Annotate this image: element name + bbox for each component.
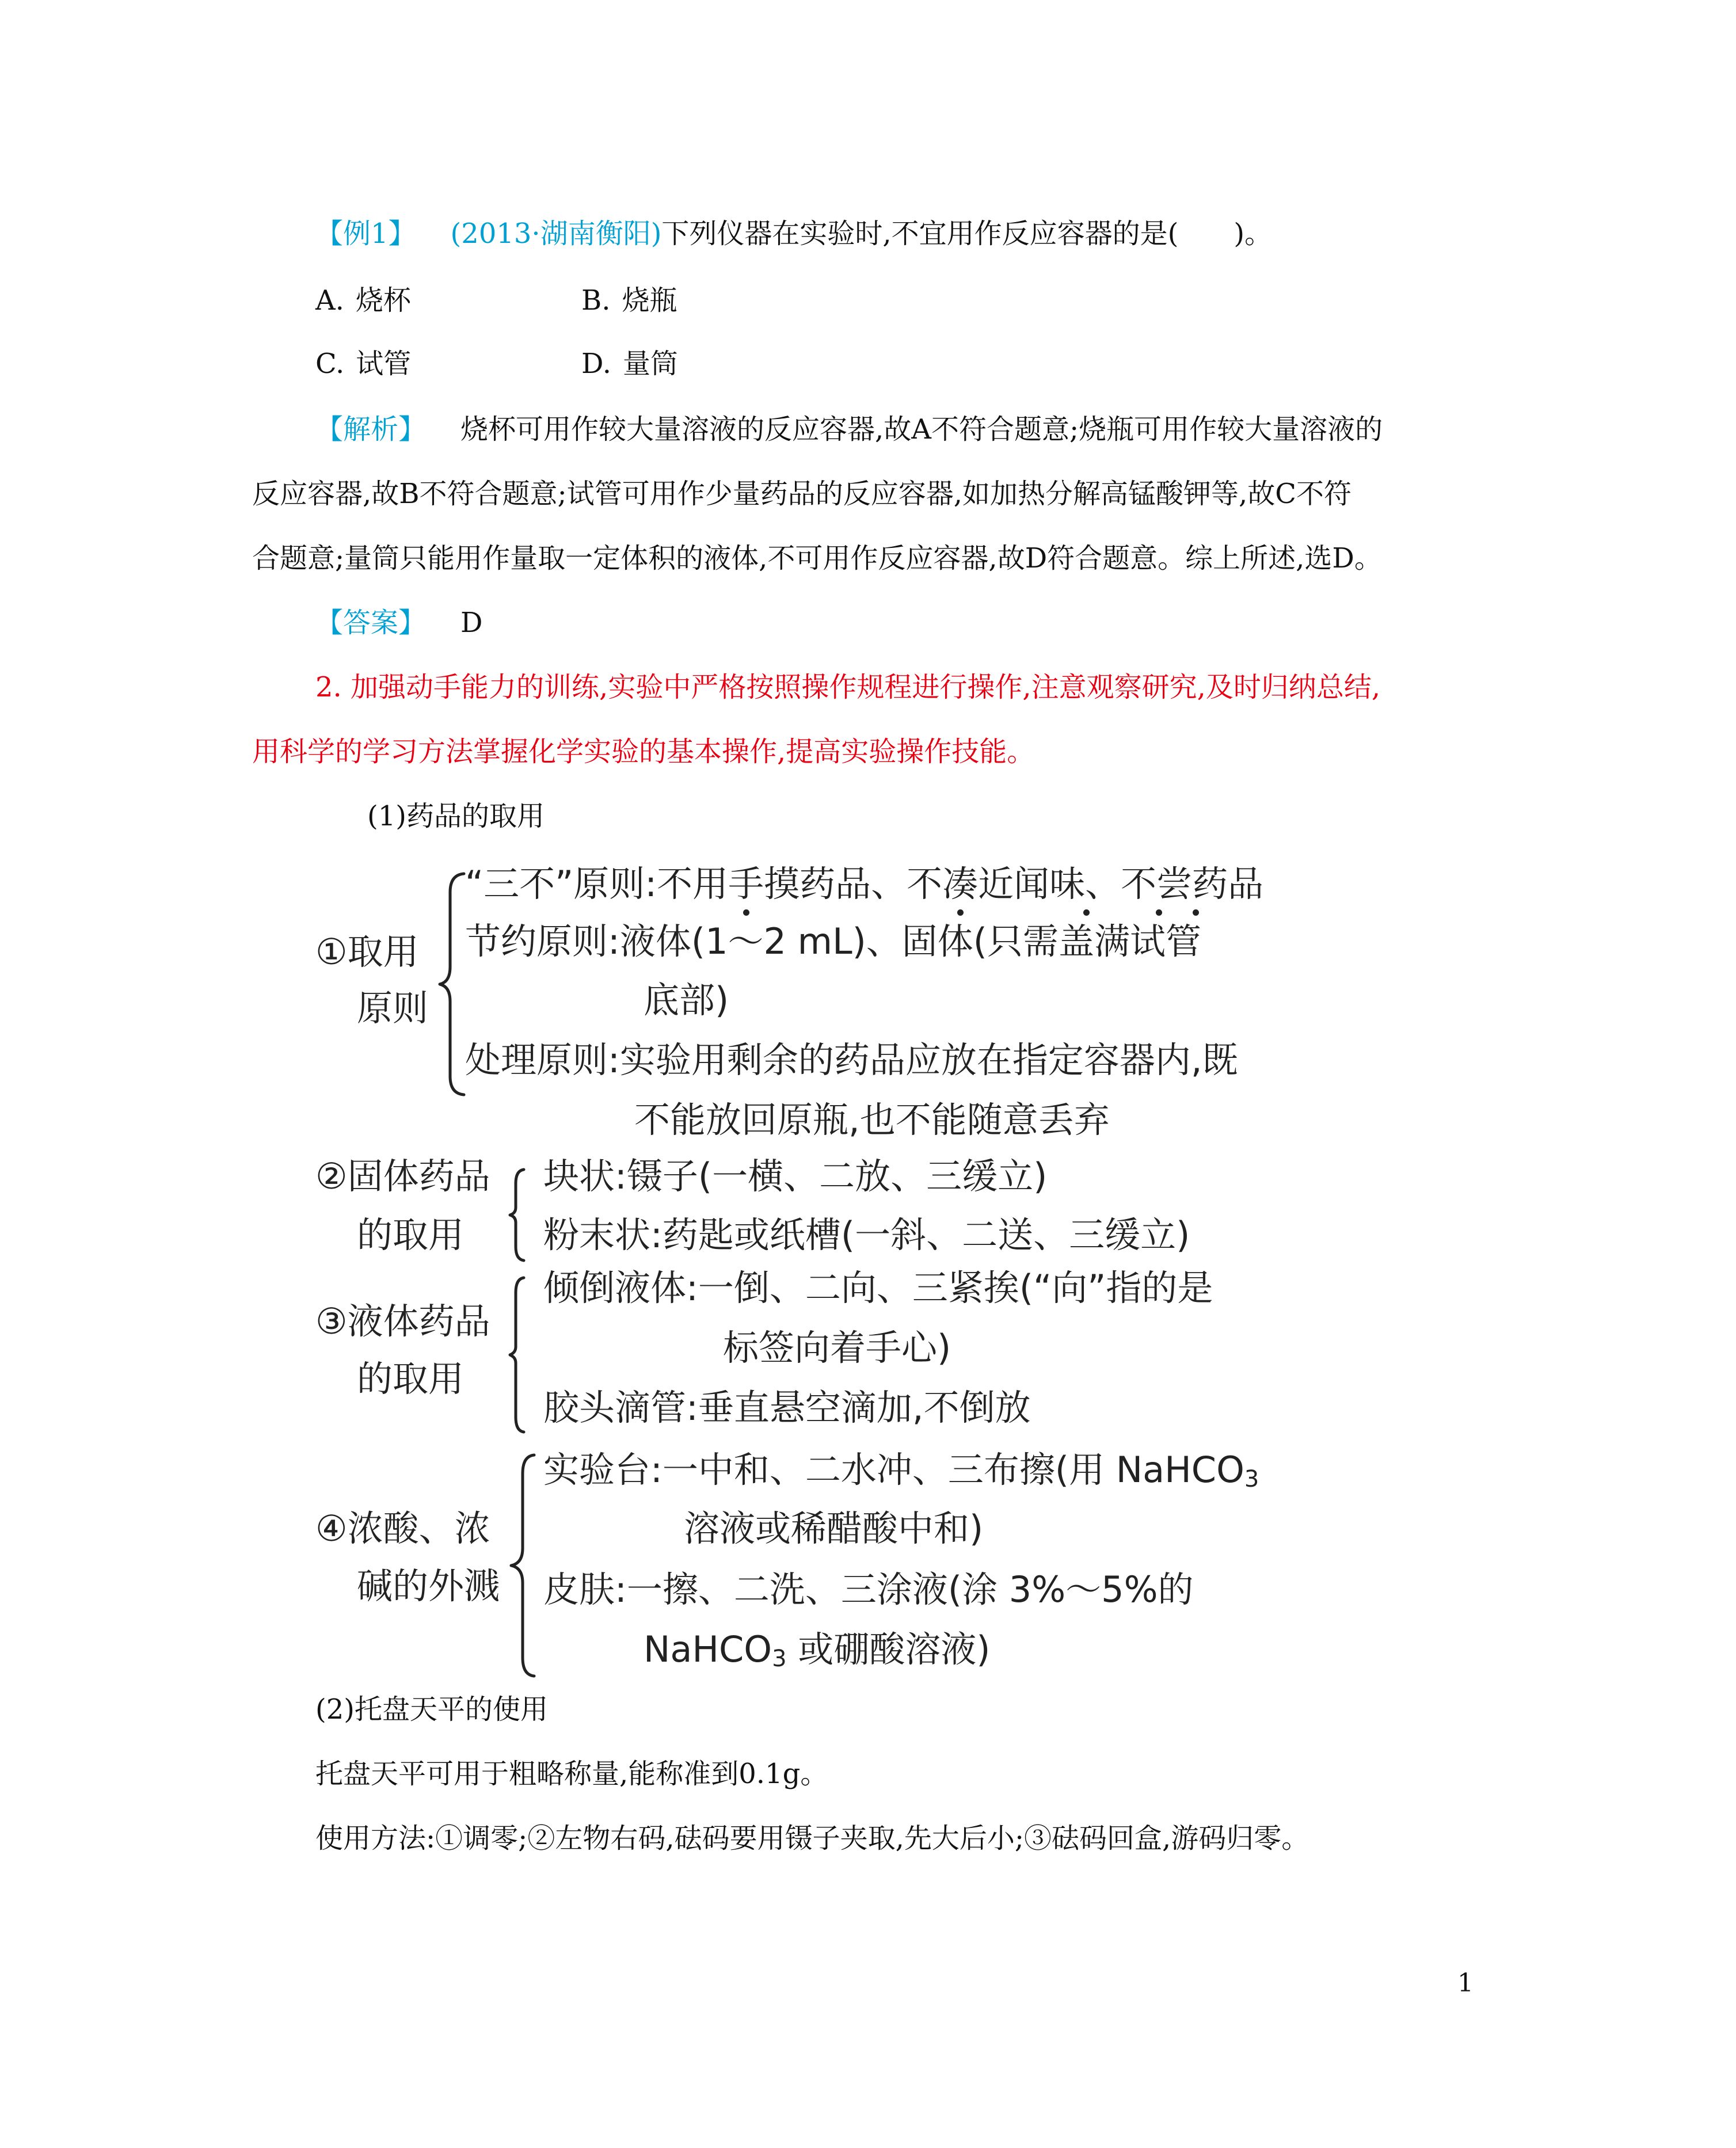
subscript: 3 <box>1244 1466 1259 1492</box>
section2-title: (2)托盘天平的使用 <box>315 1693 548 1726</box>
emphasis-dot <box>1083 909 1090 916</box>
g1-label-2: 原则 <box>357 987 429 1029</box>
option-text: 量筒 <box>623 348 679 380</box>
answer-line <box>315 607 483 639</box>
g2-rule-2: 粉末状:药匙或纸槽(一斜、二送、三缓立) <box>543 1214 1190 1256</box>
g4-rule-2a: 皮肤:一擦、二洗、三涂液(涂 3%～5%的 <box>543 1568 1194 1610</box>
example-source: (2013·湖南衡阳) <box>450 218 662 250</box>
g3-rule-1a: 倾倒液体:一倒、二向、三紧挨(“向”指的是 <box>543 1267 1213 1309</box>
g1-rule-3a: 处理原则:实验用剩余的药品应放在指定容器内,既 <box>465 1039 1238 1081</box>
g2-rule-1: 块状:镊子(一横、二放、三缓立) <box>543 1155 1048 1197</box>
answer-tag: 【答案】 <box>315 607 427 639</box>
g3-brace <box>507 1274 530 1435</box>
g3-label-2: 的取用 <box>357 1358 465 1400</box>
option-text: 烧瓶 <box>622 284 677 317</box>
g1-rule-3b: 不能放回原瓶,也不能随意丢弃 <box>634 1099 1110 1141</box>
g1-label-1: ①取用 <box>315 931 419 973</box>
g4-rule-1b: 溶液或稀醋酸中和) <box>684 1507 984 1549</box>
g4-rule-1a <box>543 1449 1259 1500</box>
g3-label-1: ③液体药品 <box>315 1300 490 1342</box>
g4-brace <box>507 1450 541 1681</box>
option-c <box>315 348 411 380</box>
example-tag: 【例1】 <box>315 218 416 250</box>
g2-brace <box>507 1166 530 1264</box>
g1-rule-1: “三不”原则:不用手摸药品、不凑近闻味、不尝药品 <box>465 863 1264 905</box>
option-letter: A. <box>315 284 344 317</box>
g3-rule-2: 胶头滴管:垂直悬空滴加,不倒放 <box>543 1387 1031 1429</box>
option-letter: B. <box>581 284 611 317</box>
g4-label-2: 碱的外溅 <box>357 1565 500 1607</box>
option-d <box>581 348 678 380</box>
point2-line-1: 2. 加强动手能力的训练,实验中严格按照操作规程进行操作,注意观察研究,及时归纳总结, <box>315 671 1381 703</box>
g2-label-1: ②固体药品 <box>315 1155 490 1197</box>
g4-rule-2b <box>644 1629 990 1679</box>
analysis-line-3: 合题意;量筒只能用作量取一定体积的液体,不可用作反应容器,故D符合题意。综上所述,选D。 <box>252 542 1382 574</box>
example-question-line <box>315 218 1272 250</box>
option-letter: C. <box>315 348 345 380</box>
option-text: 烧杯 <box>355 284 411 317</box>
g1-rule-2b: 底部) <box>644 979 729 1021</box>
page-number: 1 <box>1457 1968 1474 1998</box>
emphasis-dot <box>957 909 964 916</box>
section2-line-2: 使用方法:①调零;②左物右码,砝码要用镊子夹取,先大后小;③砝码回盒,游码归零。 <box>315 1822 1309 1854</box>
g4-rule-1a-text: 实验台:一中和、二水冲、三布擦(用 NaHCO <box>543 1449 1244 1491</box>
example-question: 下列仪器在实验时,不宜用作反应容器的是( )。 <box>661 218 1273 250</box>
g4-rule-2b-text: 或硼酸溶液) <box>786 1628 991 1670</box>
option-b <box>581 284 677 317</box>
g3-rule-1b: 标签向着手心) <box>723 1327 951 1369</box>
option-a <box>315 284 411 317</box>
g1-rule-2a: 节约原则:液体(1～2 mL)、固体(只需盖满试管 <box>465 920 1201 962</box>
emphasis-dot <box>1156 909 1162 916</box>
emphasis-dot <box>1193 909 1199 916</box>
formula: NaHCO <box>644 1628 772 1670</box>
option-text: 试管 <box>356 348 412 380</box>
emphasis-dot <box>743 909 749 916</box>
subscript: 3 <box>772 1646 787 1672</box>
analysis-tag: 【解析】 <box>315 413 427 445</box>
g2-label-2: 的取用 <box>357 1214 465 1256</box>
option-letter: D. <box>581 348 612 380</box>
answer-value: D <box>460 607 483 639</box>
section2-line-1: 托盘天平可用于粗略称量,能称准到0.1g。 <box>315 1758 828 1790</box>
section1-title: (1)药品的取用 <box>367 800 545 832</box>
analysis-text: 烧杯可用作较大量溶液的反应容器,故A不符合题意;烧瓶可用作较大量溶液的 <box>460 413 1383 445</box>
point2-line-2: 用科学的学习方法掌握化学实验的基本操作,提高实验操作技能。 <box>252 736 1035 768</box>
g4-label-1: ④浓酸、浓 <box>315 1507 490 1549</box>
analysis-line-2: 反应容器,故B不符合题意;试管可用作少量药品的反应容器,如加热分解高锰酸钾等,故C不符 <box>252 478 1352 510</box>
analysis-line-1 <box>315 413 1383 445</box>
